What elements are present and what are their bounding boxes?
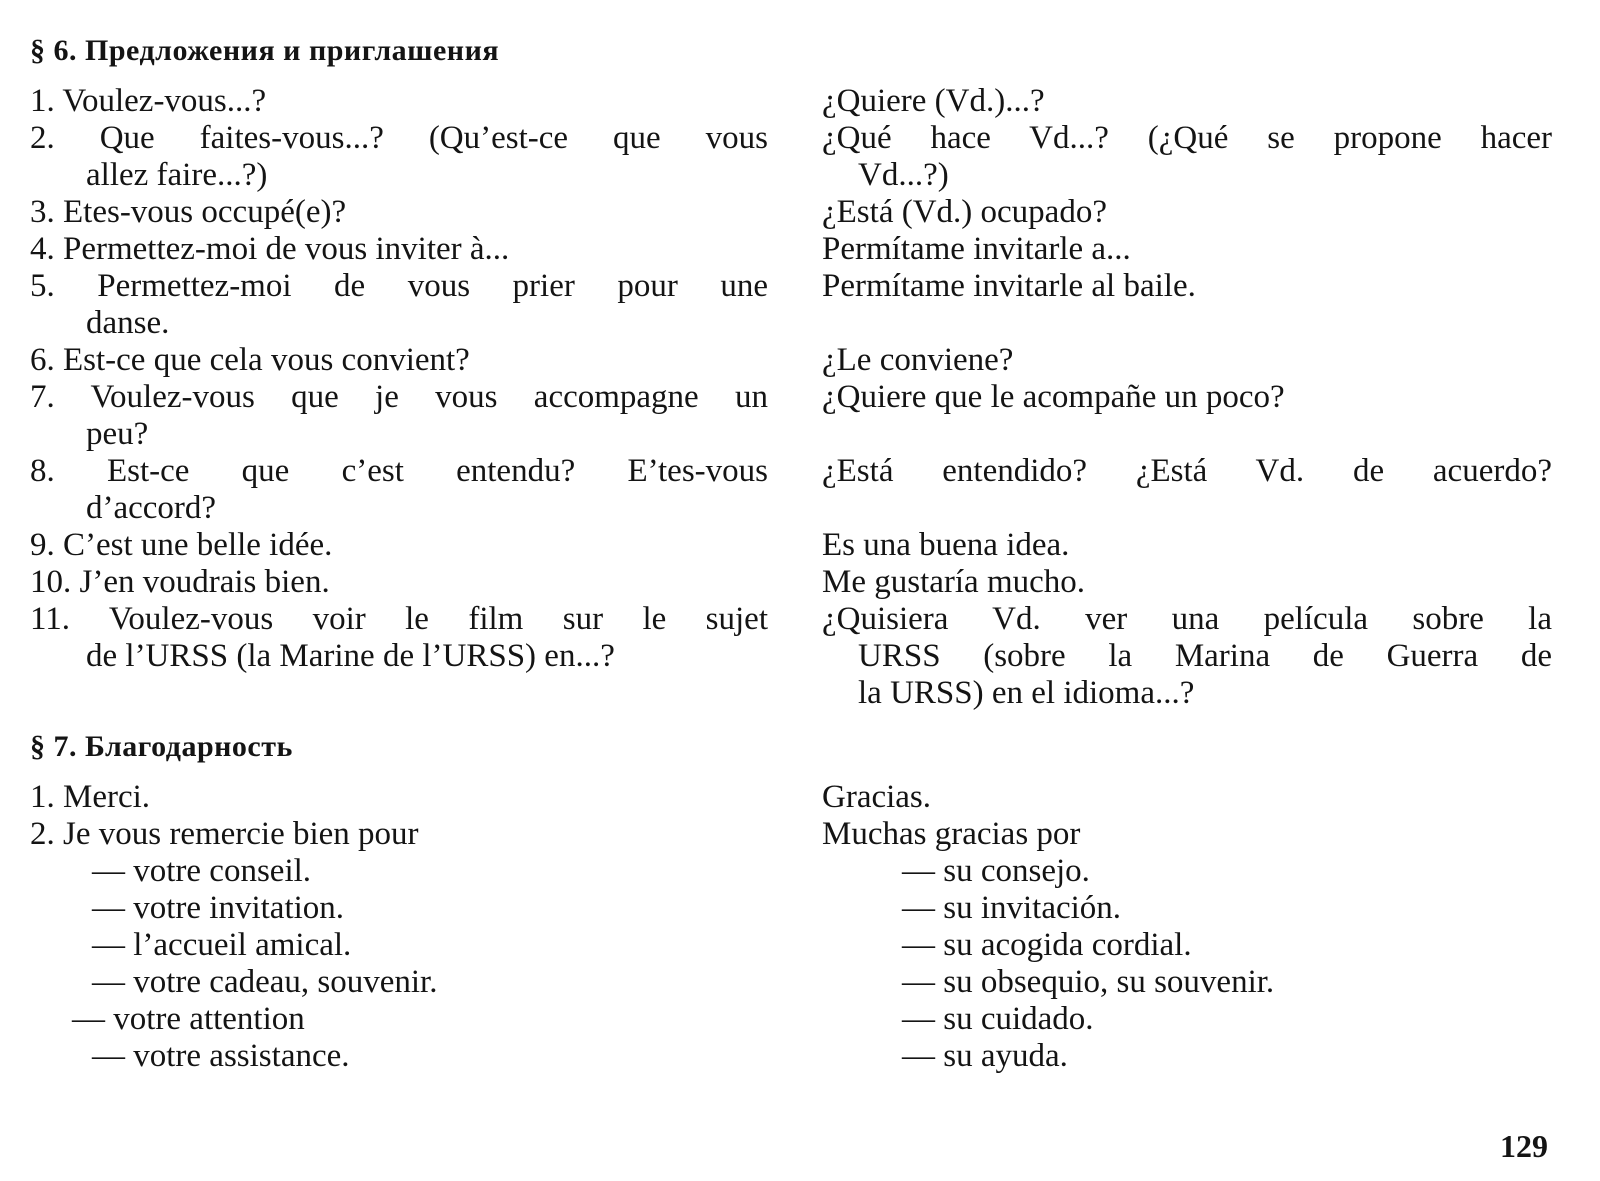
fr-phrase-10: 10. J’en voudrais bien.: [30, 564, 330, 600]
es-phrase-2: ¿Qué hace Vd...? (¿Qué se propone hacer: [822, 120, 1552, 156]
fr-thanks-item: — votre conseil.: [92, 853, 312, 889]
fr-thanks-1: 1. Merci.: [30, 779, 151, 815]
page-number: 129: [1500, 1128, 1548, 1164]
fr-phrase-5: 5. Permettez-moi de vous prier pour une: [30, 268, 768, 304]
es-thanks-2: Muchas gracias por: [822, 816, 1081, 852]
es-phrase-7: ¿Quiere que le acompañe un poco?: [822, 379, 1285, 415]
es-thanks-item: — su invitación.: [902, 890, 1122, 926]
es-thanks-item: — su cuidado.: [902, 1001, 1094, 1037]
es-phrase-11: ¿Quisiera Vd. ver una película sobre la: [822, 601, 1552, 637]
fr-phrase-9: 9. C’est une belle idée.: [30, 527, 333, 563]
es-phrase-3: ¿Está (Vd.) ocupado?: [822, 194, 1107, 230]
es-thanks-item: — su obsequio, su souvenir.: [902, 964, 1275, 1000]
fr-phrase-7-cont: peu?: [86, 416, 149, 452]
es-phrase-1: ¿Quiere (Vd.)...?: [822, 83, 1045, 119]
es-phrase-10: Me gustaría mucho.: [822, 564, 1086, 600]
fr-thanks-item: — votre cadeau, souvenir.: [92, 964, 438, 1000]
section-6-title: § 6. Предложения и приглашения: [30, 34, 500, 67]
fr-thanks-item: — votre attention: [72, 1001, 305, 1037]
fr-phrase-11: 11. Voulez-vous voir le film sur le sujet: [30, 601, 768, 637]
fr-phrase-7: 7. Voulez-vous que je vous accompagne un: [30, 379, 768, 415]
fr-phrase-8: 8. Est-ce que c’est entendu? E’tes-vous: [30, 453, 768, 489]
es-phrase-4: Permítame invitarle a...: [822, 231, 1131, 267]
es-thanks-item: — su acogida cordial.: [902, 927, 1192, 963]
es-phrase-11-cont2: la URSS) en el idioma...?: [858, 675, 1195, 711]
es-phrase-5: Permítame invitarle al baile.: [822, 268, 1196, 304]
es-phrase-6: ¿Le conviene?: [822, 342, 1014, 378]
fr-phrase-3: 3. Etes-vous occupé(e)?: [30, 194, 347, 230]
fr-thanks-item: — l’accueil amical.: [92, 927, 352, 963]
es-thanks-item: — su ayuda.: [902, 1038, 1068, 1074]
fr-phrase-6: 6. Est-ce que cela vous convient?: [30, 342, 470, 378]
fr-phrase-8-cont: d’accord?: [86, 490, 217, 526]
es-thanks-1: Gracias.: [822, 779, 932, 815]
fr-phrase-5-cont: danse.: [86, 305, 170, 341]
fr-phrase-4: 4. Permettez-moi de vous inviter à...: [30, 231, 510, 267]
fr-phrase-11-cont: de l’URSS (la Marine de l’URSS) en...?: [86, 638, 615, 674]
es-thanks-item: — su consejo.: [902, 853, 1090, 889]
fr-phrase-1: 1. Voulez-vous...?: [30, 83, 267, 119]
fr-phrase-2: 2. Que faites-vous...? (Qu’est-ce que vous: [30, 120, 768, 156]
es-phrase-2-cont: Vd...?): [858, 157, 949, 193]
section-7-title: § 7. Благодарность: [30, 730, 293, 763]
fr-thanks-item: — votre invitation.: [92, 890, 345, 926]
fr-thanks-item: — votre assistance.: [92, 1038, 350, 1074]
es-phrase-11-cont: URSS (sobre la Marina de Guerra de: [858, 638, 1552, 674]
fr-thanks-2: 2. Je vous remercie bien pour: [30, 816, 419, 852]
fr-phrase-2-cont: allez faire...?): [86, 157, 268, 193]
es-phrase-9: Es una buena idea.: [822, 527, 1070, 563]
es-phrase-8: ¿Está entendido? ¿Está Vd. de acuerdo?: [822, 453, 1552, 489]
